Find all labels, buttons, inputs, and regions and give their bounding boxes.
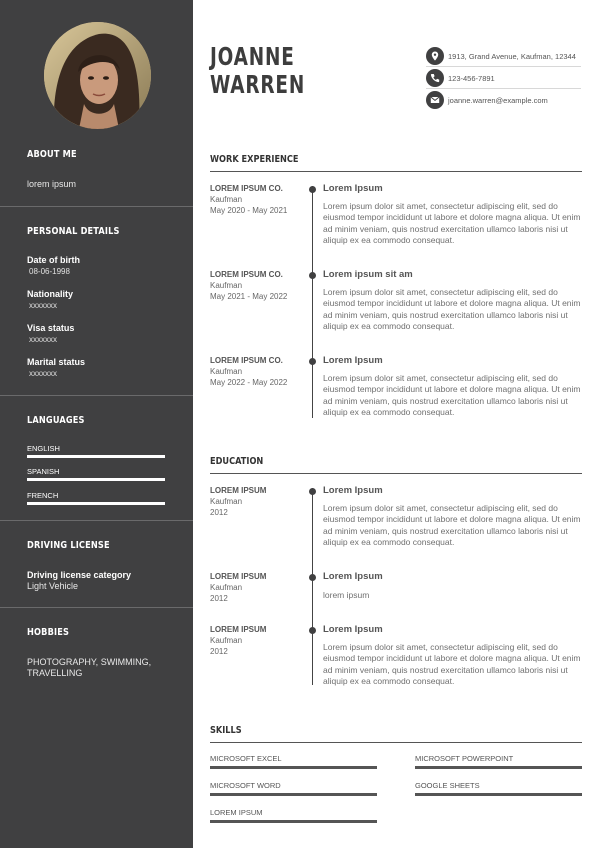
work-experience-heading: WORK EXPERIENCE [210, 154, 299, 165]
work-company: LOREM IPSUM CO. [210, 270, 283, 279]
hobbies-text: PHOTOGRAPHY, SWIMMING, [27, 657, 152, 667]
location-pin-icon [426, 47, 444, 65]
skills-heading: SKILLS [210, 725, 242, 736]
work-company: LOREM IPSUM CO. [210, 184, 283, 193]
divider [426, 66, 581, 67]
phone-icon [426, 69, 444, 87]
timeline-dot [309, 488, 316, 495]
divider [426, 88, 581, 89]
visa-status-label: Visa status [27, 323, 75, 333]
personal-details-heading: PERSONAL DETAILS [27, 226, 120, 237]
education-school: LOREM IPSUM [210, 486, 267, 495]
language-level-bar [27, 478, 165, 481]
skill-level-bar [210, 793, 377, 796]
section-rule [210, 742, 582, 743]
work-company: LOREM IPSUM CO. [210, 356, 283, 365]
education-title: Lorem Ipsum [323, 571, 383, 582]
education-year: 2012 [210, 594, 228, 603]
work-description: Lorem ipsum dolor sit amet, consectetur adipiscing elit, sed do eiusmod tempor incididunt ut labore et dolore magna aliqua. Ut enim ad minim veniam, quis nostrud exercitation ullamco laboris nisi ut aliquip ex ea commodo consequat. [323, 287, 581, 331]
work-dates: May 2020 - May 2021 [210, 206, 288, 215]
skill-level-bar [415, 766, 582, 769]
work-dates: May 2021 - May 2022 [210, 292, 288, 301]
timeline-dot [309, 358, 316, 365]
visa-status-value: xxxxxxx [29, 335, 57, 344]
divider [0, 395, 193, 396]
envelope-icon [426, 91, 444, 109]
address-text: 1913, Grand Avenue, Kaufman, 12344 [448, 52, 576, 61]
about-heading: ABOUT ME [27, 149, 77, 160]
skill-label: LOREM IPSUM [210, 808, 263, 817]
timeline-dot [309, 272, 316, 279]
education-city: Kaufman [210, 583, 243, 592]
nationality-label: Nationality [27, 289, 74, 299]
nationality-value: xxxxxxx [29, 301, 57, 310]
driving-license-value: Light Vehicle [27, 581, 79, 591]
work-dates: May 2022 - May 2022 [210, 378, 288, 387]
work-role: Lorem Ipsum [323, 355, 383, 366]
section-rule [210, 473, 582, 474]
profile-photo [44, 22, 151, 129]
about-text: lorem ipsum [27, 179, 77, 189]
education-city: Kaufman [210, 636, 243, 645]
work-timeline [312, 186, 313, 418]
section-rule [210, 171, 582, 172]
divider [0, 607, 193, 608]
languages-heading: LANGUAGES [27, 415, 85, 426]
skill-label: MICROSOFT WORD [210, 781, 281, 790]
skill-label: MICROSOFT EXCEL [210, 754, 282, 763]
work-role: Lorem ipsum sit am [323, 269, 413, 280]
work-description: Lorem ipsum dolor sit amet, consectetur adipiscing elit, sed do eiusmod tempor incididunt ut labore et dolore magna aliqua. Ut enim ad minim veniam, quis nostrud exercitation ullamco laboris nisi ut aliquip ex ea commodo consequat. [323, 201, 581, 245]
divider [0, 520, 193, 521]
timeline-dot [309, 627, 316, 634]
skill-level-bar [210, 820, 377, 823]
driving-license-label: Driving license category [27, 570, 132, 580]
hobbies-heading: HOBBIES [27, 627, 70, 638]
marital-status-value: xxxxxxx [29, 369, 57, 378]
skill-level-bar [210, 766, 377, 769]
hobbies-text: TRAVELLING [27, 668, 83, 678]
first-name: JOANNE [210, 42, 295, 71]
education-city: Kaufman [210, 497, 243, 506]
skill-level-bar [415, 793, 582, 796]
education-title: Lorem Ipsum [323, 624, 383, 635]
education-description: Lorem ipsum dolor sit amet, consectetur adipiscing elit, sed do eiusmod tempor incididunt ut labore et dolore magna aliqua. Ut enim ad minim veniam, quis nostrud exercitation ullamco laboris nisi ut aliquip ex ea commodo consequat. [323, 503, 581, 547]
language-level-bar [27, 502, 165, 505]
work-city: Kaufman [210, 367, 243, 376]
sidebar [0, 0, 193, 848]
work-city: Kaufman [210, 195, 243, 204]
education-timeline [312, 488, 313, 685]
education-year: 2012 [210, 508, 228, 517]
email-text[interactable]: joanne.warren@example.com [448, 96, 548, 105]
dob-value: 08-06-1998 [29, 267, 70, 276]
education-school: LOREM IPSUM [210, 572, 267, 581]
work-description: Lorem ipsum dolor sit amet, consectetur adipiscing elit, sed do eiusmod tempor incididunt ut labore et dolore magna aliqua. Ut enim ad minim veniam, quis nostrud exercitation ullamco laboris nisi ut aliquip ex ea commodo consequat. [323, 373, 581, 417]
work-role: Lorem Ipsum [323, 183, 383, 194]
education-title: Lorem Ipsum [323, 485, 383, 496]
timeline-dot [309, 574, 316, 581]
education-description: lorem ipsum [323, 590, 370, 600]
language-label: SPANISH [27, 467, 60, 476]
work-city: Kaufman [210, 281, 243, 290]
last-name: WARREN [210, 70, 306, 99]
profile-photo-image [44, 22, 151, 129]
skill-label: MICROSOFT POWERPOINT [415, 754, 514, 763]
language-level-bar [27, 455, 165, 458]
language-label: FRENCH [27, 491, 59, 500]
dob-label: Date of birth [27, 255, 80, 265]
education-year: 2012 [210, 647, 228, 656]
language-label: ENGLISH [27, 444, 60, 453]
education-school: LOREM IPSUM [210, 625, 267, 634]
phone-text: 123-456-7891 [448, 74, 495, 83]
driving-license-heading: DRIVING LICENSE [27, 540, 110, 551]
marital-status-label: Marital status [27, 357, 86, 367]
education-heading: EDUCATION [210, 456, 264, 467]
skill-label: GOOGLE SHEETS [415, 781, 480, 790]
divider [0, 206, 193, 207]
education-description: Lorem ipsum dolor sit amet, consectetur adipiscing elit, sed do eiusmod tempor incididunt ut labore et dolore magna aliqua. Ut enim ad minim veniam, quis nostrud exercitation ullamco laboris nisi ut aliquip ex ea commodo consequat. [323, 642, 581, 686]
timeline-dot [309, 186, 316, 193]
